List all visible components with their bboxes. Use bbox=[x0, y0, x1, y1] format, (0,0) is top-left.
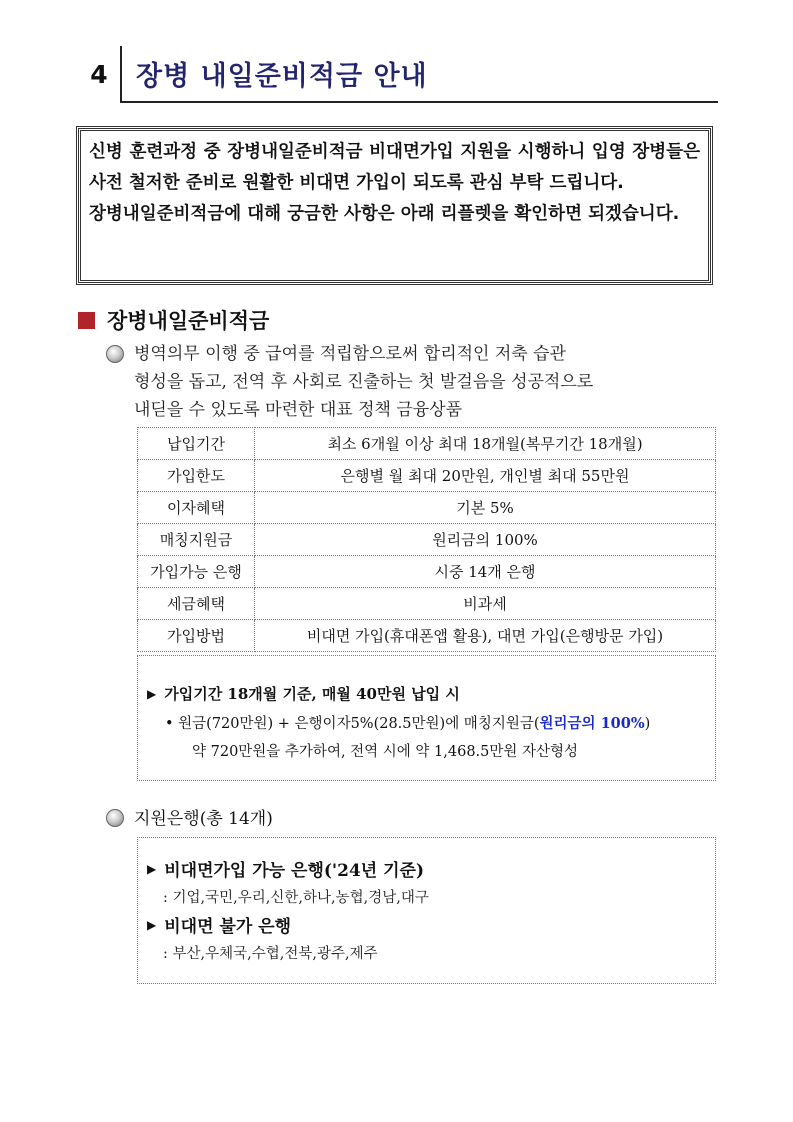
triangle-right-icon: ▶ bbox=[147, 686, 157, 701]
offline-banks-title bbox=[147, 912, 291, 937]
triangle-right-icon: ▶ bbox=[147, 861, 157, 876]
example-line-1-b: ) bbox=[644, 716, 651, 732]
example-line-1-a: • 원금(720만원) + 은행이자5%(28.5만원)에 매칭지원금( bbox=[165, 716, 540, 732]
online-banks-title-text: 비대면가입 가능 은행('24년 기준) bbox=[164, 861, 425, 881]
table-key: 납입기간 bbox=[138, 428, 255, 460]
notice-paragraph-2: 장병내일준비적금에 대해 궁금한 사항은 아래 리플렛을 확인하면 되겠습니다. bbox=[89, 204, 680, 224]
subheading bbox=[78, 305, 269, 335]
table-key: 이자혜택 bbox=[138, 492, 255, 524]
table-row bbox=[138, 588, 716, 620]
section-number: 4 bbox=[78, 46, 122, 102]
table-value: 원리금의 100% bbox=[255, 524, 716, 556]
section-header bbox=[78, 46, 718, 104]
example-line-2: 약 720만원을 추가하여, 전역 시에 약 1,468.5만원 자산형성 bbox=[192, 744, 579, 760]
circle-bullet-icon bbox=[106, 345, 124, 363]
online-banks-list: : 기업,국민,우리,신한,하나,농협,경남,대구 bbox=[163, 890, 429, 906]
table-value: 최소 6개월 이상 최대 18개월(복무기간 18개월) bbox=[255, 428, 716, 460]
table-row bbox=[138, 556, 716, 588]
offline-banks-list: : 부산,우체국,수협,전북,광주,제주 bbox=[163, 946, 378, 962]
table-value: 비대면 가입(휴대폰앱 활용), 대면 가입(은행방문 가입) bbox=[255, 620, 716, 652]
intro-line: 병역의무 이행 중 급여를 적립함으로써 합리적인 저축 습관 bbox=[134, 344, 566, 364]
offline-banks-title-text: 비대면 불가 은행 bbox=[164, 917, 292, 937]
example-title-text: 가입기간 18개월 기준, 매월 40만원 납입 시 bbox=[164, 685, 460, 703]
banks-heading: 지원은행(총 14개) bbox=[134, 809, 273, 829]
table-value: 비과세 bbox=[255, 588, 716, 620]
table-row bbox=[138, 460, 716, 492]
table-value: 기본 5% bbox=[255, 492, 716, 524]
intro-text bbox=[134, 340, 714, 424]
table-key: 가입한도 bbox=[138, 460, 255, 492]
table-key: 가입가능 은행 bbox=[138, 556, 255, 588]
notice-paragraph-1: 신병 훈련과정 중 장병내일준비적금 비대면가입 지원을 시행하니 입영 장병들은 사전 철저한 준비로 원활한 비대면 가입이 되도록 관심 부탁 드립니다. bbox=[89, 142, 700, 193]
section-title: 장병 내일준비적금 안내 bbox=[136, 61, 428, 92]
subheading-text: 장병내일준비적금 bbox=[107, 309, 270, 333]
table-value: 시중 14개 은행 bbox=[255, 556, 716, 588]
example-title bbox=[147, 683, 460, 704]
example-highlight: 원리금의 100% bbox=[539, 715, 645, 732]
product-table bbox=[137, 427, 716, 652]
intro-line: 내딛을 수 있도록 마련한 대표 정책 금융상품 bbox=[134, 400, 463, 420]
table-row bbox=[138, 428, 716, 460]
section-underline bbox=[120, 101, 718, 103]
table-row bbox=[138, 620, 716, 652]
table-row bbox=[138, 524, 716, 556]
intro-line: 형성을 돕고, 전역 후 사회로 진출하는 첫 발걸음을 성공적으로 bbox=[134, 372, 594, 392]
table-key: 매칭지원금 bbox=[138, 524, 255, 556]
table-row bbox=[138, 492, 716, 524]
table-key: 세금혜택 bbox=[138, 588, 255, 620]
circle-bullet-icon bbox=[106, 809, 124, 827]
example-line-1 bbox=[165, 712, 650, 733]
online-banks-title bbox=[147, 856, 424, 881]
table-value: 은행별 월 최대 20만원, 개인별 최대 55만원 bbox=[255, 460, 716, 492]
red-square-icon bbox=[78, 312, 95, 329]
triangle-right-icon: ▶ bbox=[147, 917, 157, 932]
notice-box bbox=[78, 128, 711, 283]
table-key: 가입방법 bbox=[138, 620, 255, 652]
